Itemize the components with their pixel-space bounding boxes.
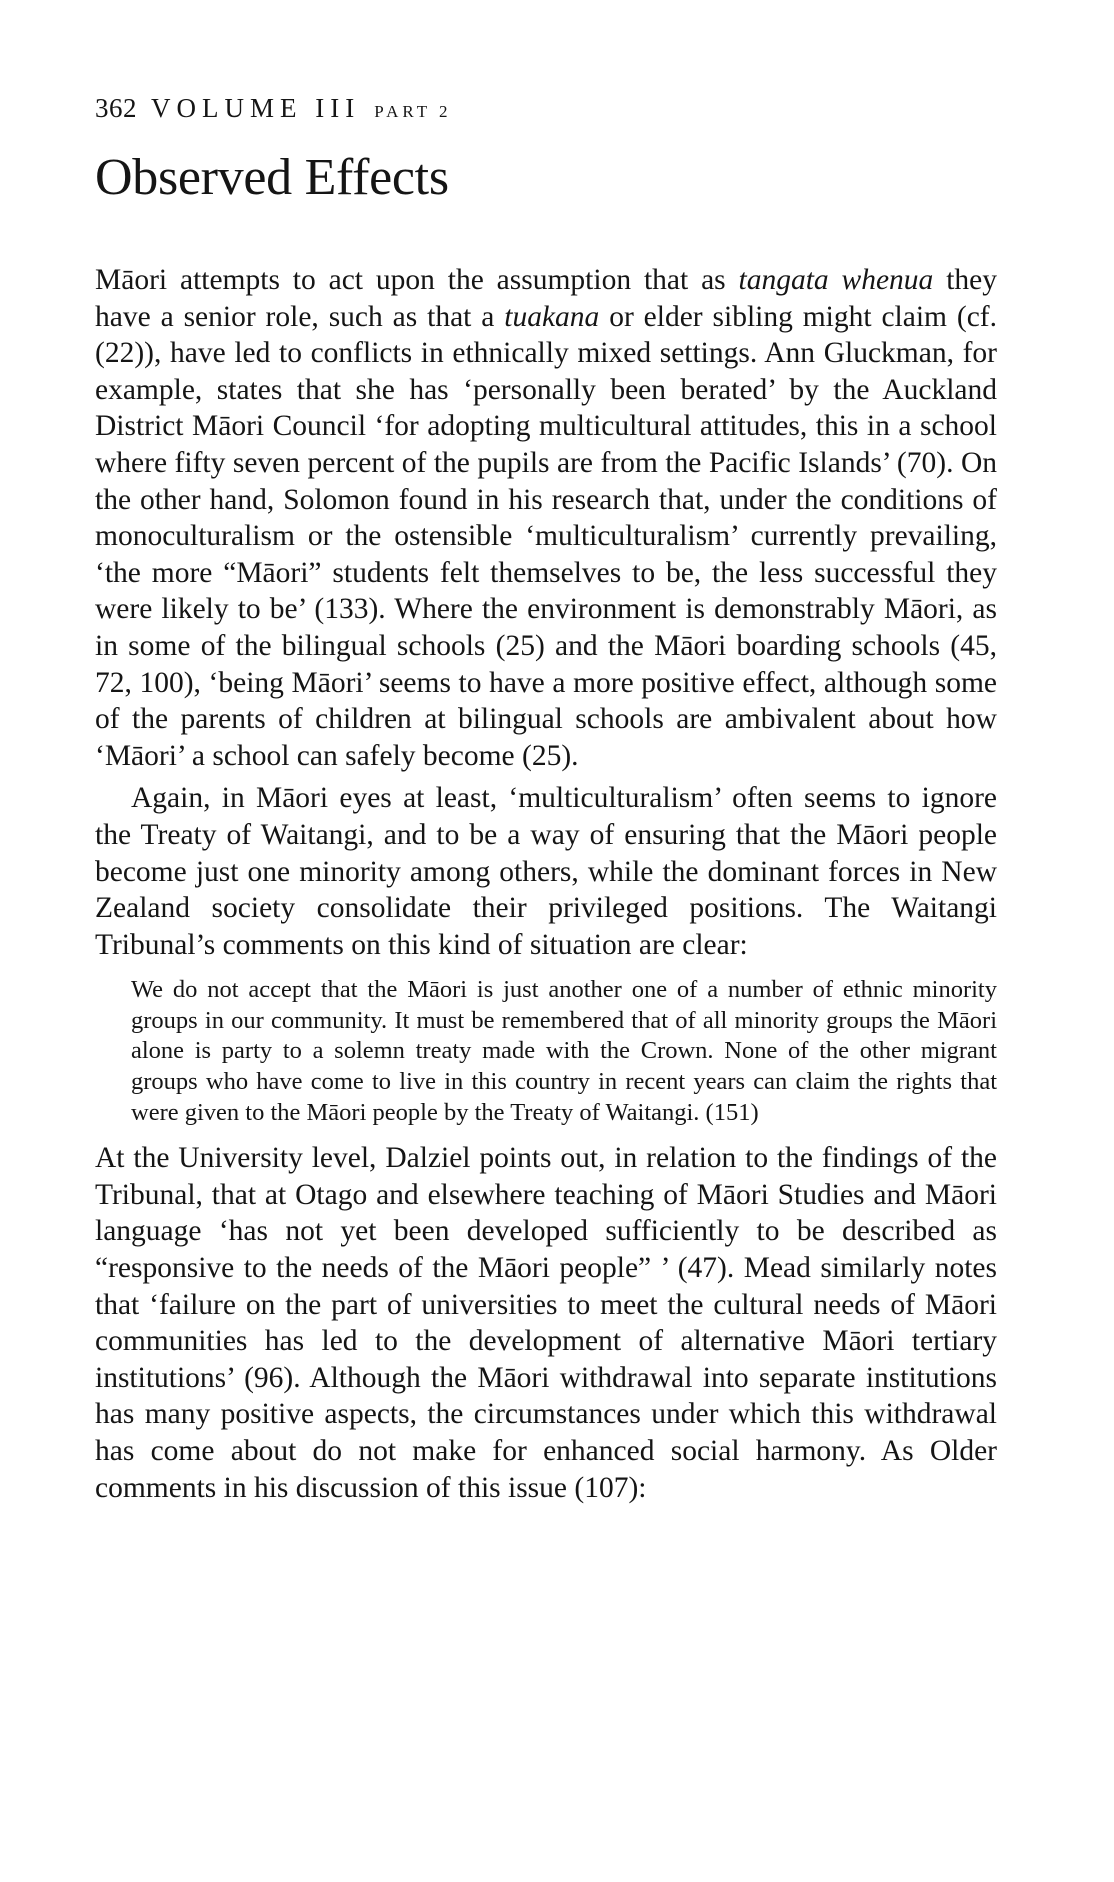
running-head (95, 88, 997, 128)
paragraph-1-text-c: or elder sibling might claim (cf. (22)), have led to conflicts in ethnically mixed settings. Ann Gluckman, for example, states that she has ‘personally been berated’ by the Auckland District Māori Council ‘for adopting multicultural attitudes, this in a school where fifty seven percent of the pupils are from the Pacific Islands’ (70). On the other hand, Solomon found in his research that, under the conditions of monoculturalism or the ostensible ‘multiculturalism’ currently prevailing, ‘the more “Māori” students felt themselves to be, the less successful they were likely to be’ (133). Where the environment is demonstrably Māori, as in some of the bilingual schools (25) and the Māori boarding schools (45, 72, 100), ‘being Māori’ seems to have a more positive effect, although some of the parents of children at bilingual schools are ambivalent about how ‘Māori’ a school can safely become (25). (95, 300, 997, 772)
term-tangata-whenua: tangata whenua (738, 264, 934, 296)
page-number: 362 (95, 93, 137, 123)
term-tuakana: tuakana (504, 300, 600, 333)
body-text (95, 262, 997, 1506)
part-label: PART 2 (374, 102, 452, 121)
volume-label: VOLUME III (151, 93, 361, 123)
section-title: Observed Effects (95, 149, 449, 206)
book-page (95, 88, 997, 1506)
block-quote: We do not accept that the Māori is just another one of a number of ethnic minority groups in our community. It must be remembered that of all minority groups the Māori alone is party to a solemn treaty made with the Crown. None of the other migrant groups who have come to live in this country in recent years can claim the rights that were given to the Māori people by the Treaty of Waitangi. (151) (131, 976, 997, 1126)
paragraph-1-text-b: they have a senior role, such as that a (95, 264, 997, 333)
paragraph-3: At the University level, Dalziel points out, in relation to the findings of the Tribunal, that at Otago and elsewhere teaching of Māori Studies and Māori language ‘has not yet been developed sufficiently to be described as “responsive to the needs of the Māori people” ’ (47). Mead similarly notes that ‘failure on the part of universities to meet the cultural needs of Māori communities has led to the development of alternative Māori tertiary institutions’ (96). Although the Māori withdrawal into separate institutions has many positive aspects, the circumstances under which this withdrawal has come about do not make for enhanced social harmony. As Older comments in his discussion of this issue (107): (95, 1142, 997, 1504)
paragraph-1-text-a: Māori attempts to act upon the assumption that as (95, 264, 739, 296)
paragraph-1 (95, 262, 997, 774)
paragraph-2: Again, in Māori eyes at least, ‘multiculturalism’ often seems to ignore the Treaty of Waitangi, and to be a way of ensuring that the Māori people become just one minority among others, while the dominant forces in New Zealand society consolidate their privileged positions. The Waitangi Tribunal’s comments on this kind of situation are clear: (95, 782, 997, 961)
